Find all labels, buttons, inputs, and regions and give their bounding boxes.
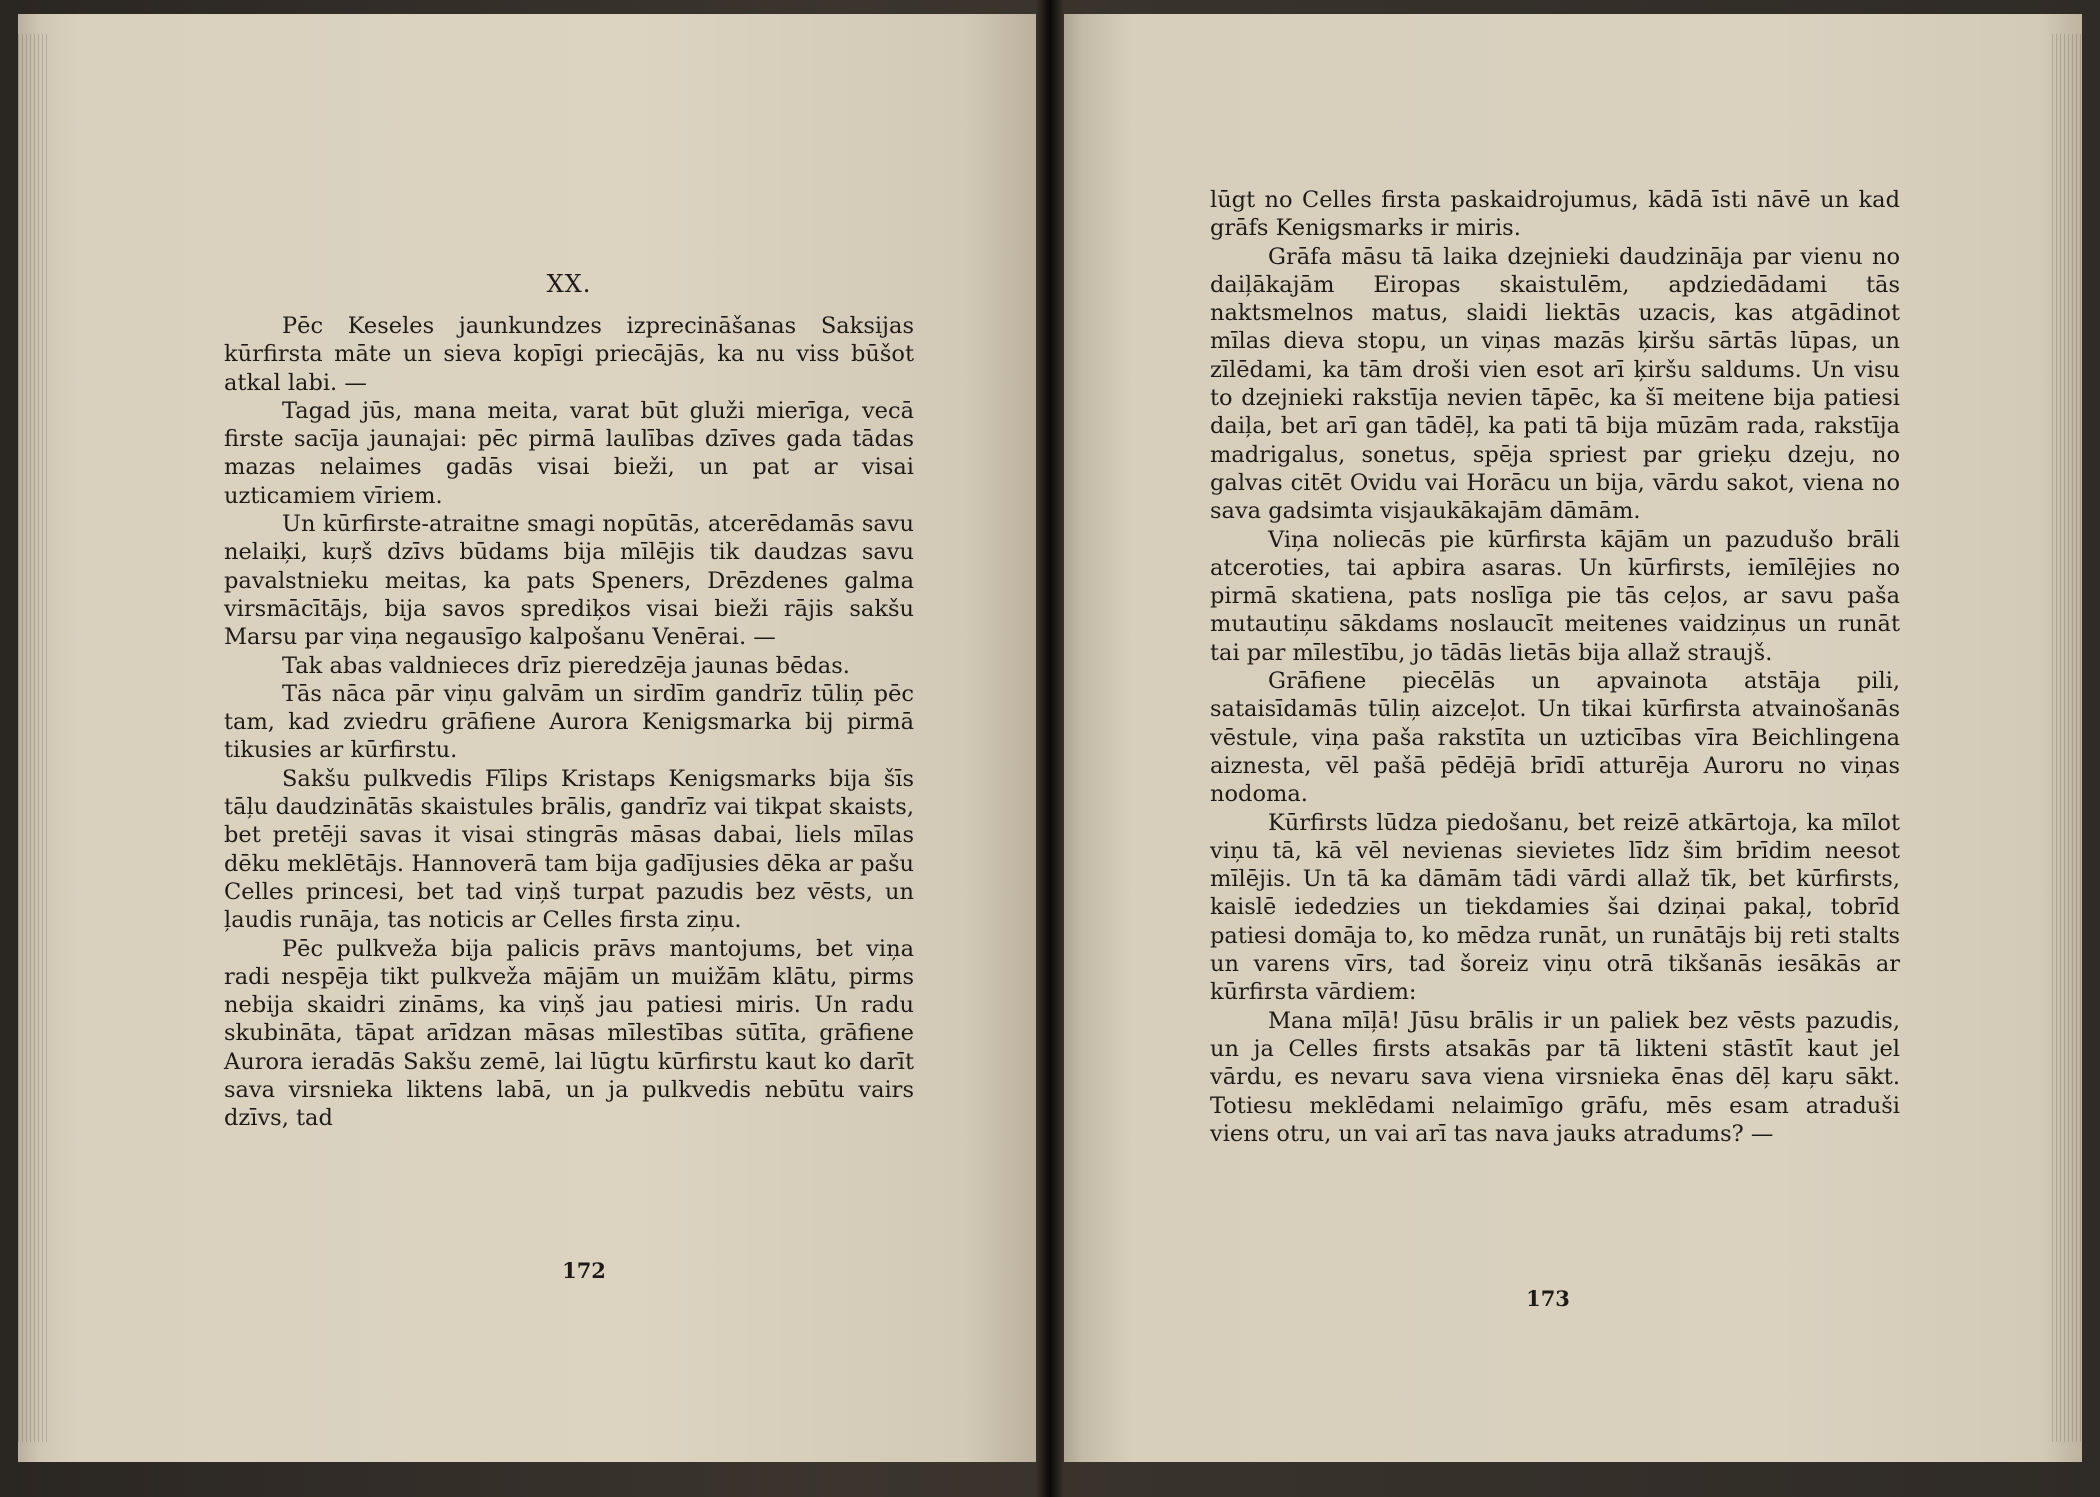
left-page-number: 172 <box>562 1258 606 1283</box>
paragraph: Tās nāca pār viņu galvām un sirdīm gandrīz tūliņ pēc tam, kad zviedru grāfiene Aurora Kenigsmarka bij pirmā tikusies ar kūrfirstu. <box>224 680 914 764</box>
paragraph: Viņa noliecās pie kūrfirsta kājām un pazudušo brāli atceroties, tai apbira asaras. Un kūrfirsts, iemīlējies no pirmā skatiena, pats noslīga pie tās ceļos, ar savu paša mutautiņu sākdams noslaucīt meitenes vaidziņus un runāt tai par mīlestību, jo tādās lietās bija allaž straujš. <box>1210 526 1900 666</box>
paragraph: Mana mīļā! Jūsu brālis ir un paliek bez vēsts pazudis, un ja Celles firsts atsakās par tā likteni stāstīt kaut jel vārdu, es nevaru sava viena virsnieka ēnas dēļ kaŗu sākt. Totiesu meklēdami nelaimīgo grāfu, mēs esam atraduši viens otru, un vai arī tas nava jauks atradums? — <box>1210 1007 1900 1147</box>
right-page-text <box>1210 186 1900 1148</box>
right-page-number: 173 <box>1526 1286 1570 1311</box>
paragraph: Grāfiene piecēlās un apvainota atstāja pili, sataisīdamās tūliņ aizceļot. Un tikai kūrfirsta atvainošanās vēstule, viņa paša rakstīta un uzticības vīra Beichlingena aiznesta, vēl pašā pēdējā brīdī atturēja Auroru no viņas nodoma. <box>1210 668 1900 808</box>
page-edge-right <box>2052 34 2082 1442</box>
paragraph: Tagad jūs, mana meita, varat būt gluži mierīga, vecā firste sacīja jaunajai: pēc pirmā laulības dzīves gada tādas mazas nelaimes gadās visai bieži, un pat ar visai uzticamiem vīriem. <box>224 397 914 509</box>
paragraph: Pēc Keseles jaunkundzes izprecināšanas Saksijas kūrfirsta māte un sieva kopīgi priecājās, ka nu viss būšot atkal labi. — <box>224 313 914 396</box>
paragraph: Un kūrfirste-atraitne smagi nopūtās, atcerēdamās savu nelaiķi, kuŗš dzīvs būdams bija mīlējis tik daudzas savu pavalstnieku meitas, ka pats Speners, Drēzdenes galma virsmācītājs, bija savos sprediķos visai bieži rājis sakšu Marsu par viņa negausīgo kalpošanu Venērai. — <box>224 511 914 651</box>
page-edge-left <box>18 34 48 1442</box>
left-page-text <box>224 312 914 1133</box>
paragraph: Pēc pulkveža bija palicis prāvs mantojums, bet viņa radi nespēja tikt pulkveža mājām un muižām klātu, pirms nebija skaidri zināms, ka viņš jau patiesi miris. Un radu skubināta, tāpat arīdzan māsas mīlestības sūtīta, grāfiene Aurora ieradās Sakšu zemē, lai lūgtu kūrfirstu kaut ko darīt sava virsnieka liktens labā, un ja pulkvedis nebūtu vairs dzīvs, tad <box>224 935 914 1132</box>
paragraph: Sakšu pulkvedis Fīlips Kristaps Kenigsmarks bija šīs tāļu daudzinātās skaistules brālis, gandrīz vai tikpat skaists, bet pretēji savas it visai stingrās māsas dabai, liels mīlas dēku meklētājs. Hannoverā tam bija gadījusies dēka ar pašu Celles princesi, bet tad viņš turpat pazudis bez vēsts, un ļaudis runāja, tas noticis ar Celles firsta ziņu. <box>224 765 914 934</box>
chapter-heading: XX. <box>546 270 592 298</box>
book-gutter <box>1036 0 1064 1497</box>
paragraph: Grāfa māsu tā laika dzejnieki daudzināja par vienu no daiļākajām Eiropas skaistulēm, apdziedādami tās naktsmelnos matus, slaidi liektās uzacis, kas atgādinot mīlas dieva stopu, un viņas mazās ķiršu sārtās lūpas, un zīlēdami, ka tām droši vien esot arī ķiršu saldums. Un visu to dzejnieki rakstīja nevien tāpēc, ka šī meitene bija patiesi daiļa, bet arī gan tādēļ, ka pati tā bija mūzām rada, rakstīja madrigalus, sonetus, spēja spriest par grieķu dzeju, no galvas citēt Ovidu vai Horācu un bija, vārdu sakot, viena no sava gadsimta visjaukākajām dāmām. <box>1210 243 1900 525</box>
paragraph: Kūrfirsts lūdza piedošanu, bet reizē atkārtoja, ka mīlot viņu tā, kā vēl nevienas sievietes līdz šim brīdim neesot mīlējis. Un tā ka dāmām tādi vārdi allaž tīk, bet kūrfirsts, kaislē iededzies un tiekdamies šai dziņai pakaļ, tobrīd patiesi domāja to, ko mēdza runāt, un runātājs bij reti stalts un varens vīrs, tad šoreiz viņu otrā tikšanās iesākās ar kūrfirsta vārdiem: <box>1210 809 1900 1006</box>
paragraph: lūgt no Celles firsta paskaidrojumus, kādā īsti nāvē un kad grāfs Kenigsmarks ir miris. <box>1210 187 1900 242</box>
paragraph: Tak abas valdnieces drīz pieredzēja jaunas bēdas. <box>282 652 850 679</box>
